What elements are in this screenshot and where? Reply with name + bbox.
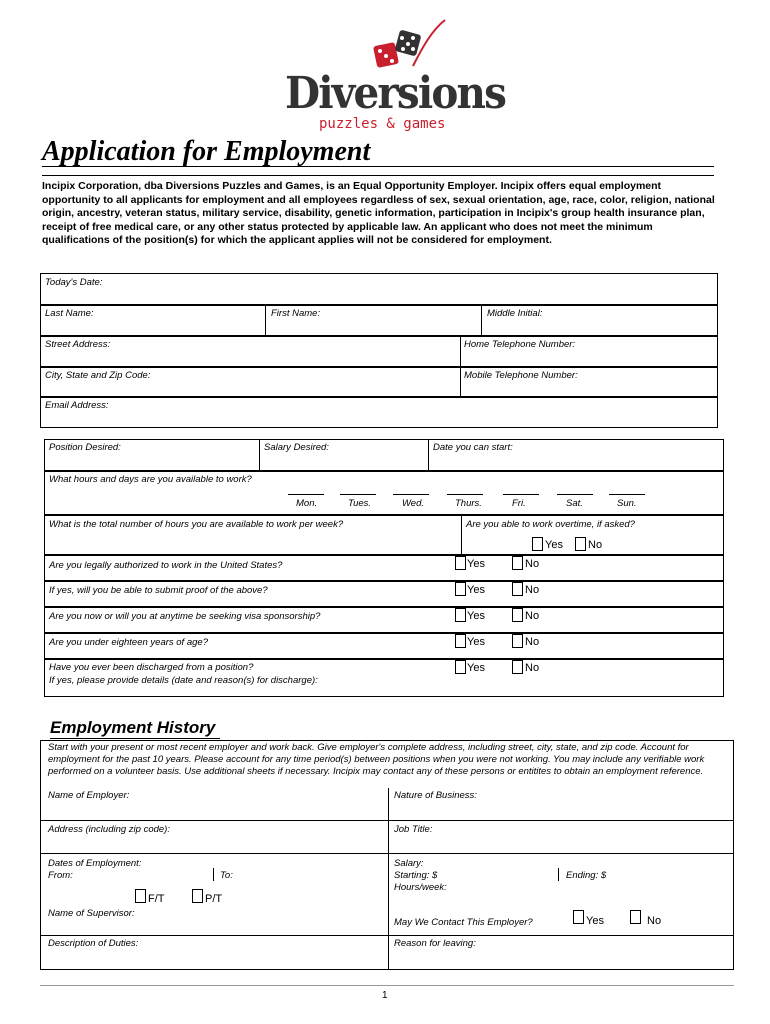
day-blank-sun[interactable] xyxy=(609,494,645,495)
day-blank-tue[interactable] xyxy=(340,494,376,495)
proof-no-checkbox[interactable] xyxy=(512,582,523,596)
eeo-statement: Incipix Corporation, dba Diversions Puzzles and Games, is an Equal Opportunity Employer. Incipix offers equal employment opportunity to all applicants for employment and all employees regardless of sex, sexual orientation, age, race, color, religion, national origin, ancestry, veteran status, military service, disability, genetic information, participation in Incipix's group health insurance plan, receipt of free medical care, or any other status protected by applicable law. An applicant who does not meet the minimum qualifications of the position(s) for which the applicant applies will not be considered for employment. xyxy=(42,180,715,246)
title-underline-2 xyxy=(42,175,714,176)
logo-brand: Diversions xyxy=(285,68,506,119)
overtime-no-checkbox[interactable] xyxy=(575,537,586,551)
total-hours-question: What is the total number of hours you are available to work per week? xyxy=(49,519,344,530)
salary-label: Salary: xyxy=(394,858,424,869)
hours-week-label: Hours/week: xyxy=(394,882,447,893)
proof-yes-label: Yes xyxy=(467,584,485,596)
ending-salary-label: Ending: $ xyxy=(566,870,607,881)
under18-no-checkbox[interactable] xyxy=(512,634,523,648)
employer-name-label: Name of Employer: xyxy=(48,790,130,801)
overtime-yes-label: Yes xyxy=(545,539,563,551)
discharged-yes-label: Yes xyxy=(467,662,485,674)
day-tue: Tues. xyxy=(348,498,372,509)
day-blank-mon[interactable] xyxy=(288,494,324,495)
under18-no-label: No xyxy=(525,636,540,648)
to-label: To: xyxy=(220,870,233,881)
logo-tagline: puzzles & games xyxy=(319,116,446,132)
address-label: Address (including zip code): xyxy=(48,824,170,835)
business-nature-label: Nature of Business: xyxy=(394,790,477,801)
question-discharged: Have you ever been discharged from a position? xyxy=(49,662,254,673)
discharge-details-label: If yes, please provide details (date and reason(s) for discharge): xyxy=(49,675,318,686)
day-thu: Thurs. xyxy=(455,498,482,509)
question-under18: Are you under eighteen years of age? xyxy=(49,637,208,648)
day-blank-sat[interactable] xyxy=(557,494,593,495)
email-field[interactable] xyxy=(40,397,718,428)
day-sun: Sun. xyxy=(617,498,637,509)
todays-date-field[interactable] xyxy=(40,273,718,305)
day-mon: Mon. xyxy=(296,498,318,509)
footer-rule xyxy=(40,985,734,986)
authorized-no-checkbox[interactable] xyxy=(512,556,523,570)
part-time-label: P/T xyxy=(205,893,223,905)
discharged-yes-checkbox[interactable] xyxy=(455,660,466,674)
title-underline xyxy=(42,166,714,167)
starting-salary-label: Starting: $ xyxy=(394,870,438,881)
under18-yes-label: Yes xyxy=(467,636,485,648)
contact-no-checkbox[interactable] xyxy=(630,910,641,924)
from-to-divider xyxy=(213,868,214,881)
dice-icon xyxy=(367,18,447,73)
last-name-label: Last Name: xyxy=(45,308,94,319)
email-label: Email Address: xyxy=(45,400,109,411)
page-number: 1 xyxy=(382,990,388,1001)
day-blank-fri[interactable] xyxy=(503,494,539,495)
proof-no-label: No xyxy=(525,584,540,596)
home-phone-label: Home Telephone Number: xyxy=(464,339,576,350)
visa-no-checkbox[interactable] xyxy=(512,608,523,622)
visa-no-label: No xyxy=(525,610,540,622)
day-blank-wed[interactable] xyxy=(393,494,429,495)
discharged-no-label: No xyxy=(525,662,540,674)
page-title: Application for Employment xyxy=(42,136,371,167)
day-wed: Wed. xyxy=(402,498,425,509)
visa-yes-checkbox[interactable] xyxy=(455,608,466,622)
contact-yes-checkbox[interactable] xyxy=(573,910,584,924)
street-address-label: Street Address: xyxy=(45,339,111,350)
dates-employment-label: Dates of Employment: xyxy=(48,858,142,869)
contact-yes-label: Yes xyxy=(586,915,604,927)
under18-yes-checkbox[interactable] xyxy=(455,634,466,648)
position-desired-label: Position Desired: xyxy=(49,442,121,453)
reason-leaving-label: Reason for leaving: xyxy=(394,938,476,949)
authorized-yes-label: Yes xyxy=(467,558,485,570)
from-label: From: xyxy=(48,870,73,881)
first-name-label: First Name: xyxy=(271,308,321,319)
question-visa: Are you now or will you at anytime be seeking visa sponsorship? xyxy=(49,611,321,622)
overtime-no-label: No xyxy=(588,539,603,551)
day-fri: Fri. xyxy=(512,498,526,509)
job-title-label: Job Title: xyxy=(394,824,433,835)
overtime-question: Are you able to work overtime, if asked? xyxy=(466,519,635,530)
todays-date-label: Today's Date: xyxy=(45,277,103,288)
full-time-label: F/T xyxy=(148,893,165,905)
overtime-yes-checkbox[interactable] xyxy=(532,537,543,551)
start-date-label: Date you can start: xyxy=(433,442,513,453)
part-time-checkbox[interactable] xyxy=(192,889,203,903)
employment-history-heading: Employment History xyxy=(50,718,216,737)
question-proof: If yes, will you be able to submit proof of the above? xyxy=(49,585,268,596)
employment-instructions: Start with your present or most recent employer and work back. Give employer's complete address, including street, city, state, and zip code. Account for employment for the past 10 years. Please account for any time period(s) between positions when you were not working. You may include any verifiable work performed on a volunteer basis. Use additional sheets if necessary. Incipix may contact any of these persons or entitites to obtain an employment reference. xyxy=(48,742,705,777)
employment-divider-2 xyxy=(40,853,734,854)
full-time-checkbox[interactable] xyxy=(135,889,146,903)
employment-heading-underline xyxy=(50,738,220,739)
employment-divider-3 xyxy=(40,935,734,936)
authorized-yes-checkbox[interactable] xyxy=(455,556,466,570)
day-sat: Sat. xyxy=(566,498,583,509)
proof-yes-checkbox[interactable] xyxy=(455,582,466,596)
salary-divider xyxy=(558,868,559,881)
may-contact-label: May We Contact This Employer? xyxy=(394,917,533,928)
contact-no-label: No xyxy=(647,915,662,927)
day-blank-thu[interactable] xyxy=(447,494,483,495)
middle-initial-label: Middle Initial: xyxy=(487,308,543,319)
employment-divider-1 xyxy=(40,820,734,821)
question-authorized: Are you legally authorized to work in the United States? xyxy=(49,560,283,571)
hours-days-question: What hours and days are you available to work? xyxy=(49,474,252,485)
visa-yes-label: Yes xyxy=(467,610,485,622)
discharged-no-checkbox[interactable] xyxy=(512,660,523,674)
mobile-phone-label: Mobile Telephone Number: xyxy=(464,370,578,381)
authorized-no-label: No xyxy=(525,558,540,570)
city-state-zip-label: City, State and Zip Code: xyxy=(45,370,151,381)
supervisor-label: Name of Supervisor: xyxy=(48,908,135,919)
duties-label: Description of Duties: xyxy=(48,938,139,949)
salary-desired-label: Salary Desired: xyxy=(264,442,329,453)
employment-column-divider xyxy=(388,788,389,970)
company-logo xyxy=(285,18,506,133)
